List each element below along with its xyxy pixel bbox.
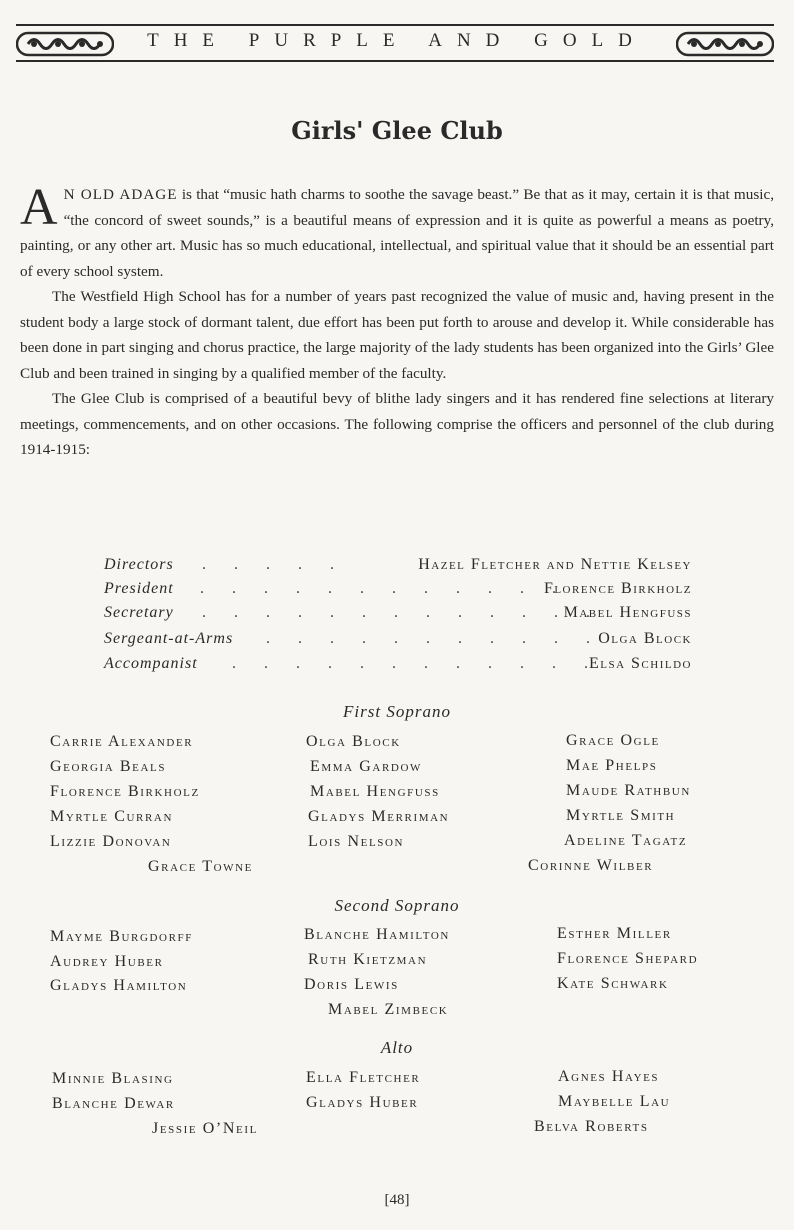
paragraph-1-text: is that “music hath charms to soothe the savage beast.” Be that as it may, certain it is that music, “the concord of sweet sounds,” is a beautiful means of expression and it is quite as powerful a means as poetry, painting, or any other art. Music has so much educational, intellectual, and spiritual value that it should be an essential part of every school system. bbox=[20, 186, 774, 280]
member-name: Gladys Huber bbox=[306, 1094, 419, 1111]
member-name: Maude Rathbun bbox=[566, 782, 691, 799]
member-name: Jessie O’Neil bbox=[152, 1120, 258, 1137]
officer-row bbox=[104, 604, 692, 628]
member-name: Myrtle Curran bbox=[50, 808, 173, 825]
officer-title: Secretary bbox=[104, 604, 174, 621]
page-title: Girls' Glee Club bbox=[291, 116, 503, 145]
leader-dots: . . . . . . . . . . . bbox=[266, 630, 602, 647]
intro-text bbox=[20, 179, 774, 463]
officer-name: Elsa Schildo bbox=[588, 655, 692, 672]
officer-name: Florence Birkholz bbox=[543, 580, 692, 597]
section-heading-second-soprano: Second Soprano bbox=[334, 896, 460, 915]
member-name: Maybelle Lau bbox=[558, 1093, 671, 1110]
leader-dots: . . . . . . . . . . . . bbox=[232, 655, 600, 672]
member-name: Olga Block bbox=[306, 733, 401, 750]
officer-title: President bbox=[104, 580, 174, 597]
section-heading-alto: Alto bbox=[380, 1038, 414, 1057]
officer-title: Accompanist bbox=[104, 655, 198, 672]
member-name: Belva Roberts bbox=[534, 1118, 649, 1135]
member-name: Mae Phelps bbox=[566, 757, 658, 774]
officer-title: Directors bbox=[104, 556, 174, 573]
section-heading-first-soprano: First Soprano bbox=[343, 702, 451, 721]
member-name: Ella Fletcher bbox=[306, 1069, 421, 1086]
member-name: Georgia Beals bbox=[50, 758, 167, 775]
member-name: Carrie Alexander bbox=[50, 733, 194, 750]
header-rule-top bbox=[16, 24, 774, 26]
member-name: Kate Schwark bbox=[557, 975, 669, 992]
member-name: Adeline Tagatz bbox=[564, 832, 688, 849]
member-name: Florence Birkholz bbox=[50, 783, 200, 800]
officer-row bbox=[104, 580, 692, 604]
lead-in: N OLD ADAGE bbox=[63, 186, 178, 203]
officer-title: Sergeant-at-Arms bbox=[104, 630, 234, 647]
member-name: Audrey Huber bbox=[50, 953, 164, 970]
member-name: Myrtle Smith bbox=[566, 807, 676, 824]
officer-row bbox=[104, 556, 692, 580]
member-name: Gladys Hamilton bbox=[50, 977, 188, 994]
member-name: Mayme Burgdorff bbox=[50, 928, 193, 945]
member-name: Grace Ogle bbox=[566, 732, 660, 749]
member-name: Doris Lewis bbox=[304, 976, 399, 993]
member-name: Mabel Zimbeck bbox=[328, 1001, 449, 1018]
member-name: Agnes Hayes bbox=[558, 1068, 660, 1085]
officer-row bbox=[104, 655, 692, 679]
member-name: Minnie Blasing bbox=[52, 1070, 174, 1087]
leader-dots: . . . . . . . . . . . . bbox=[200, 580, 568, 597]
officer-name: Mabel Hengfuss bbox=[563, 604, 692, 621]
member-name: Lizzie Donovan bbox=[50, 833, 172, 850]
header-rule-bottom bbox=[16, 60, 774, 62]
member-name: Ruth Kietzman bbox=[308, 951, 428, 968]
officer-name: Olga Block bbox=[598, 630, 692, 647]
running-head: THE PURPLE AND GOLD bbox=[147, 30, 647, 51]
member-name: Gladys Merriman bbox=[308, 808, 450, 825]
scroll-ornament-icon bbox=[16, 30, 114, 58]
scroll-ornament-icon bbox=[676, 30, 774, 58]
officer-name: Hazel Fletcher and Nettie Kelsey bbox=[418, 556, 692, 573]
member-name: Corinne Wilber bbox=[528, 857, 654, 874]
member-name: Lois Nelson bbox=[308, 833, 405, 850]
paragraph-2: The Westfield High School has for a number of years past recognized the value of music and, having present in the student body a large stock of dormant talent, due effort has been put forth to arouse and develop it. While considerable has been done in part singing and chorus practice, the large majority of the lady students has been organized into the Girls’ Glee Club and been trained in singing by a qualified member of the faculty. bbox=[20, 288, 774, 382]
member-name: Esther Miller bbox=[557, 925, 672, 942]
member-name: Florence Shepard bbox=[557, 950, 699, 967]
member-name: Blanche Hamilton bbox=[304, 926, 450, 943]
paragraph-3: The Glee Club is comprised of a beautiful bevy of blithe lady singers and it has rendered fine selections at literary meetings, commencements, and on other occasions. The following comprise the officers and personnel of the club during 1914-1915: bbox=[20, 390, 774, 458]
page-number: [48] bbox=[384, 1192, 410, 1208]
leader-dots: . . . . . bbox=[202, 556, 346, 573]
member-name: Blanche Dewar bbox=[52, 1095, 175, 1112]
drop-cap: A bbox=[20, 179, 58, 236]
member-name: Mabel Hengfuss bbox=[310, 783, 440, 800]
member-name: Emma Gardow bbox=[310, 758, 422, 775]
paragraph-1 bbox=[20, 179, 774, 284]
leader-dots: . . . . . . . . . . . . . bbox=[202, 604, 602, 621]
member-name: Grace Towne bbox=[148, 858, 253, 875]
officer-row bbox=[104, 630, 692, 654]
